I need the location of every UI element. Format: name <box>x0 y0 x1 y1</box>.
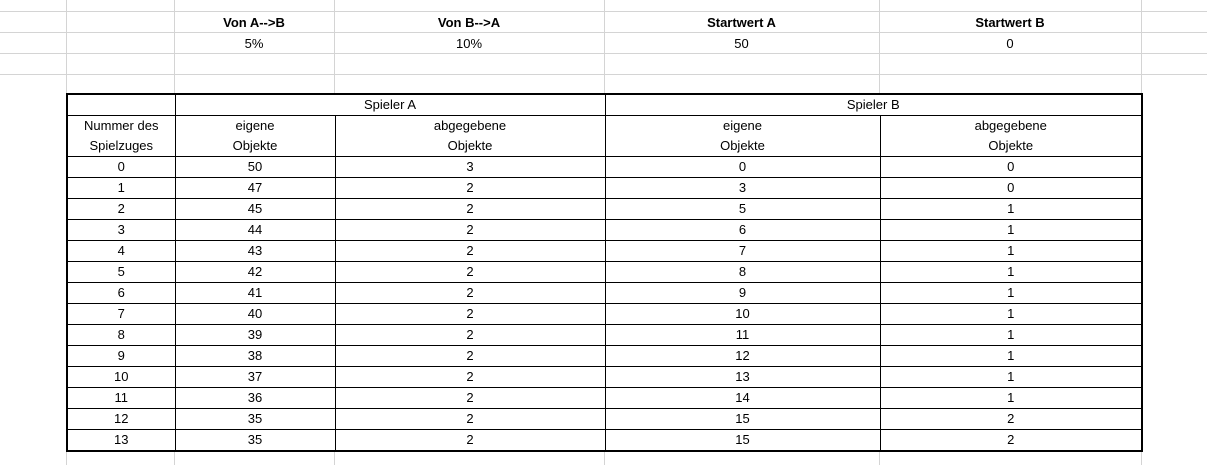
move-number-cell[interactable]: 2 <box>67 199 175 220</box>
a-given-cell[interactable]: 2 <box>335 178 605 199</box>
group-header-player-a[interactable]: Spieler A <box>175 94 605 116</box>
col-header-move-number-2[interactable]: Spielzuges <box>67 136 175 157</box>
a-own-cell[interactable]: 45 <box>175 199 335 220</box>
b-own-cell[interactable]: 15 <box>605 430 880 452</box>
b-own-cell[interactable]: 9 <box>605 283 880 304</box>
move-number-cell[interactable]: 3 <box>67 220 175 241</box>
move-number-cell[interactable]: 12 <box>67 409 175 430</box>
move-number-cell[interactable]: 6 <box>67 283 175 304</box>
col-header-a-given-2[interactable]: Objekte <box>335 136 605 157</box>
table-row <box>67 388 1142 409</box>
b-given-cell[interactable]: 1 <box>880 346 1142 367</box>
move-number-cell[interactable]: 8 <box>67 325 175 346</box>
move-number-cell[interactable]: 13 <box>67 430 175 452</box>
a-given-cell[interactable]: 2 <box>335 220 605 241</box>
a-own-cell[interactable]: 50 <box>175 157 335 178</box>
move-number-cell[interactable]: 0 <box>67 157 175 178</box>
b-own-cell[interactable]: 5 <box>605 199 880 220</box>
param-header-start-b[interactable]: Startwert B <box>975 15 1045 30</box>
table-row <box>67 178 1142 199</box>
table-row <box>67 283 1142 304</box>
table-row <box>67 304 1142 325</box>
b-given-cell[interactable]: 2 <box>880 409 1142 430</box>
a-given-cell[interactable]: 2 <box>335 304 605 325</box>
a-given-cell[interactable]: 3 <box>335 157 605 178</box>
b-own-cell[interactable]: 6 <box>605 220 880 241</box>
a-own-cell[interactable]: 38 <box>175 346 335 367</box>
b-own-cell[interactable]: 7 <box>605 241 880 262</box>
a-own-cell[interactable]: 41 <box>175 283 335 304</box>
a-given-cell[interactable]: 2 <box>335 409 605 430</box>
a-own-cell[interactable]: 47 <box>175 178 335 199</box>
b-own-cell[interactable]: 11 <box>605 325 880 346</box>
b-given-cell[interactable]: 1 <box>880 199 1142 220</box>
col-header-b-given[interactable]: abgegebene <box>880 116 1142 137</box>
group-header-row <box>67 94 1142 116</box>
param-value-a-to-b[interactable]: 5% <box>244 36 264 51</box>
b-own-cell[interactable]: 15 <box>605 409 880 430</box>
param-header-a-to-b[interactable]: Von A-->B <box>223 15 285 30</box>
a-own-cell[interactable]: 35 <box>175 430 335 452</box>
table-row <box>67 220 1142 241</box>
a-given-cell[interactable]: 2 <box>335 241 605 262</box>
b-given-cell[interactable]: 1 <box>880 283 1142 304</box>
move-number-cell[interactable]: 10 <box>67 367 175 388</box>
column-header-row-2 <box>67 136 1142 157</box>
empty-header-cell[interactable] <box>67 94 175 116</box>
b-given-cell[interactable]: 1 <box>880 304 1142 325</box>
table-row <box>67 262 1142 283</box>
a-given-cell[interactable]: 2 <box>335 262 605 283</box>
b-given-cell[interactable]: 1 <box>880 220 1142 241</box>
b-own-cell[interactable]: 8 <box>605 262 880 283</box>
table-row <box>67 346 1142 367</box>
move-number-cell[interactable]: 1 <box>67 178 175 199</box>
a-own-cell[interactable]: 37 <box>175 367 335 388</box>
b-own-cell[interactable]: 10 <box>605 304 880 325</box>
a-given-cell[interactable]: 2 <box>335 346 605 367</box>
param-value-start-a[interactable]: 50 <box>734 36 749 51</box>
b-given-cell[interactable]: 1 <box>880 367 1142 388</box>
param-header-b-to-a[interactable]: Von B-->A <box>437 15 501 30</box>
a-given-cell[interactable]: 2 <box>335 283 605 304</box>
table-row <box>67 325 1142 346</box>
b-own-cell[interactable]: 13 <box>605 367 880 388</box>
table-row <box>67 157 1142 178</box>
column-header-row-1 <box>67 116 1142 137</box>
col-header-b-given-2[interactable]: Objekte <box>880 136 1142 157</box>
b-given-cell[interactable]: 0 <box>880 178 1142 199</box>
move-number-cell[interactable]: 11 <box>67 388 175 409</box>
col-header-b-own[interactable]: eigene <box>605 116 880 137</box>
b-own-cell[interactable]: 0 <box>605 157 880 178</box>
move-number-cell[interactable]: 4 <box>67 241 175 262</box>
move-number-cell[interactable]: 7 <box>67 304 175 325</box>
param-header-start-a[interactable]: Startwert A <box>707 15 776 30</box>
move-number-cell[interactable]: 9 <box>67 346 175 367</box>
a-given-cell[interactable]: 2 <box>335 430 605 452</box>
a-own-cell[interactable]: 36 <box>175 388 335 409</box>
a-own-cell[interactable]: 35 <box>175 409 335 430</box>
col-header-b-own-2[interactable]: Objekte <box>605 136 880 157</box>
a-own-cell[interactable]: 43 <box>175 241 335 262</box>
b-given-cell[interactable]: 2 <box>880 430 1142 452</box>
param-value-b-to-a[interactable]: 10% <box>455 36 483 51</box>
col-header-a-own-2[interactable]: Objekte <box>175 136 335 157</box>
table-row <box>67 430 1142 452</box>
b-given-cell[interactable]: 1 <box>880 325 1142 346</box>
col-header-a-given[interactable]: abgegebene <box>335 116 605 137</box>
b-given-cell[interactable]: 1 <box>880 241 1142 262</box>
param-value-start-b[interactable]: 0 <box>1006 36 1014 51</box>
col-header-a-own[interactable]: eigene <box>175 116 335 137</box>
b-given-cell[interactable]: 1 <box>880 262 1142 283</box>
move-number-cell[interactable]: 5 <box>67 262 175 283</box>
table-row <box>67 199 1142 220</box>
game-moves-table <box>66 93 1143 452</box>
a-given-cell[interactable]: 2 <box>335 325 605 346</box>
b-own-cell[interactable]: 12 <box>605 346 880 367</box>
b-given-cell[interactable]: 0 <box>880 157 1142 178</box>
a-own-cell[interactable]: 39 <box>175 325 335 346</box>
a-given-cell[interactable]: 2 <box>335 199 605 220</box>
table-row <box>67 367 1142 388</box>
col-header-move-number[interactable]: Nummer des <box>67 116 175 137</box>
group-header-player-b[interactable]: Spieler B <box>605 94 1142 116</box>
a-given-cell[interactable]: 2 <box>335 367 605 388</box>
b-own-cell[interactable]: 3 <box>605 178 880 199</box>
a-own-cell[interactable]: 40 <box>175 304 335 325</box>
b-own-cell[interactable]: 14 <box>605 388 880 409</box>
table-row <box>67 409 1142 430</box>
b-given-cell[interactable]: 1 <box>880 388 1142 409</box>
table-row <box>67 241 1142 262</box>
a-own-cell[interactable]: 44 <box>175 220 335 241</box>
a-own-cell[interactable]: 42 <box>175 262 335 283</box>
a-given-cell[interactable]: 2 <box>335 388 605 409</box>
